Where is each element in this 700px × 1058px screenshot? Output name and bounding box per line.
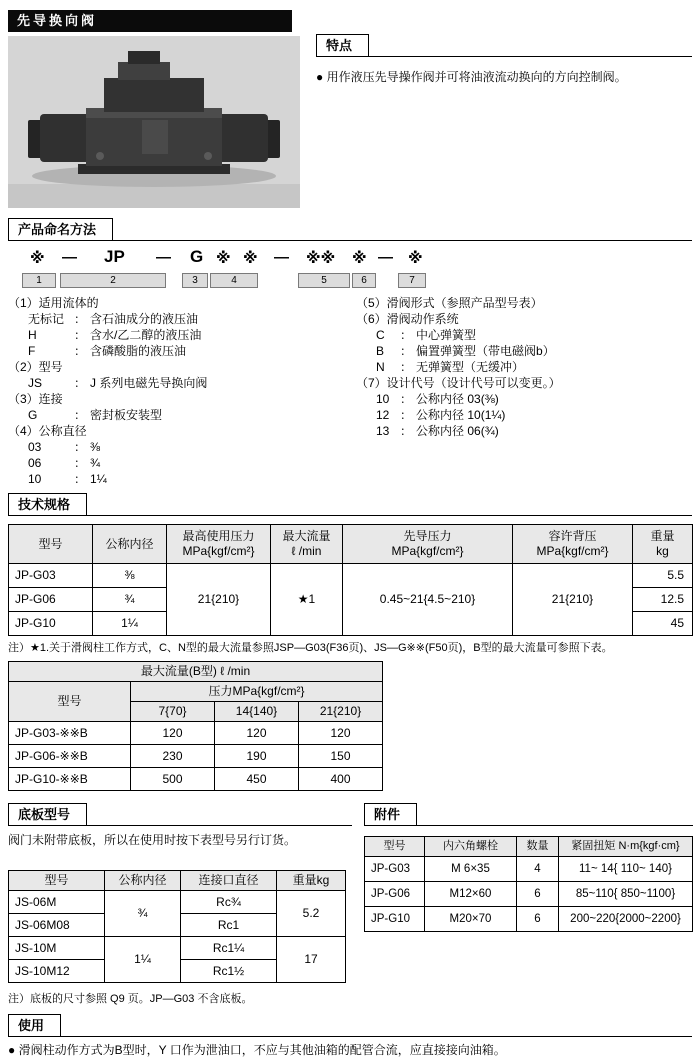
- col-header-weight: [633, 525, 693, 564]
- flow-title-row: [9, 662, 383, 682]
- cell-weight: 17: [277, 937, 346, 983]
- col-header-max-flow: [271, 525, 343, 564]
- legend-value: 偏置弹簧型（带电磁阀b）: [416, 344, 555, 358]
- code-part: JP: [104, 247, 125, 266]
- cell-flow: 450: [215, 768, 299, 791]
- legend-key: N: [376, 360, 385, 374]
- legend-sep: ：: [400, 328, 413, 342]
- legend-sep: ：: [74, 376, 87, 390]
- usage-heading: [8, 1014, 692, 1037]
- code-number-box: 3: [182, 273, 208, 288]
- col-header-model: 型号: [365, 837, 425, 857]
- cell-flow: 230: [131, 745, 215, 768]
- features-section: [316, 34, 692, 208]
- table-row: [9, 937, 346, 960]
- legend-key: C: [376, 328, 385, 342]
- col-header-model: 型号: [9, 682, 131, 722]
- legend-item: [356, 343, 692, 359]
- page-title: 先导换向阀: [8, 10, 292, 32]
- cell-weight: 5.2: [277, 891, 346, 937]
- cell-flow: 190: [215, 745, 299, 768]
- accessories-section: [364, 803, 693, 1006]
- naming-legend: [8, 295, 692, 487]
- baseplate-note: 注）底板的尺寸参照 Q9 页。JP—G03 不含底板。: [8, 993, 253, 1005]
- cell-torque: 11~ 14{ 110~ 140}: [559, 857, 693, 882]
- cell-model: JS-06M08: [9, 914, 105, 937]
- usage-title: 使用: [8, 1014, 61, 1037]
- baseplate-table: [8, 870, 346, 983]
- cell-qty: 6: [517, 907, 559, 932]
- cell-model: JP-G03: [9, 564, 93, 588]
- features-bullet: ● 用作液压先导操作阀并可将油液流动换向的方向控制阀。: [316, 70, 627, 84]
- cell-bore: ⅜: [93, 564, 167, 588]
- legend-value: 中心弹簧型: [416, 328, 477, 342]
- cell-qty: 6: [517, 882, 559, 907]
- flow-pressure-row: [9, 682, 383, 702]
- legend-key: 06: [28, 456, 42, 470]
- code-number-box: 2: [60, 273, 166, 288]
- flow-pressure-title: 压力MPa{kgf/cm²}: [131, 682, 383, 702]
- cell-pilot-pressure: 0.45~21{4.5~210}: [343, 564, 513, 636]
- cell-port: Rc1¼: [181, 937, 277, 960]
- legend-sep: ：: [74, 456, 87, 470]
- legend-value: 含石油成分的液压油: [90, 312, 199, 326]
- accessories-table: [364, 836, 693, 932]
- col-header-torque: 紧固扭矩 N·m{kgf·cm}: [559, 837, 693, 857]
- code-part: ※: [243, 250, 258, 267]
- legend-group-title: （7）设计代号（设计代号可以变更。）: [356, 376, 561, 390]
- legend-value: 公称内径 06(¾): [416, 424, 499, 438]
- legend-sep: ：: [74, 440, 87, 454]
- naming-legend-left: [8, 295, 338, 487]
- cell-bolt: M12×60: [425, 882, 517, 907]
- cell-torque: 85~110{ 850~1100}: [559, 882, 693, 907]
- legend-sep: ：: [74, 312, 87, 326]
- code-part: ※: [352, 250, 367, 267]
- legend-sep: ：: [74, 328, 87, 342]
- cell-port: Rc1½: [181, 960, 277, 983]
- code-part: ※※: [306, 250, 336, 267]
- table-row: [365, 907, 693, 932]
- legend-key: 12: [376, 408, 390, 422]
- legend-sep: ：: [74, 408, 87, 422]
- cell-model: JS-06M: [9, 891, 105, 914]
- tech-heading: [8, 493, 692, 516]
- cell-model: JS-10M12: [9, 960, 105, 983]
- legend-group-title: （5）滑阀形式（参照产品型号表）: [356, 296, 543, 310]
- header-line: 重量: [650, 529, 675, 543]
- legend-group-title: （1）适用流体的: [8, 296, 99, 310]
- baseplate-title: 底板型号: [8, 803, 87, 826]
- cell-port: Rc1: [181, 914, 277, 937]
- legend-key: G: [28, 408, 38, 422]
- legend-sep: ：: [400, 408, 413, 422]
- legend-item: [8, 327, 338, 343]
- legend-value: 公称内径 10(1¼): [416, 408, 506, 422]
- legend-sep: ：: [400, 360, 413, 374]
- cell-model: JS-10M: [9, 937, 105, 960]
- cell-qty: 4: [517, 857, 559, 882]
- legend-value: J 系列电磁先导换向阀: [90, 376, 208, 390]
- tech-spec-section: [8, 493, 692, 791]
- legend-key: H: [28, 328, 37, 342]
- legend-value: 密封板安装型: [90, 408, 163, 422]
- code-number-box: 4: [210, 273, 258, 288]
- code-number-box: 1: [22, 273, 56, 288]
- col-header-pressure: 21{210}: [299, 702, 383, 722]
- naming-section: [8, 218, 692, 487]
- header-line: 先导压力: [403, 529, 452, 543]
- legend-value: ⅜: [90, 440, 101, 454]
- legend-item: [356, 391, 692, 407]
- legend-key: 03: [28, 440, 42, 454]
- usage-section: [8, 1014, 692, 1058]
- code-part: ※: [216, 250, 231, 267]
- table-row: [9, 564, 693, 588]
- legend-item: [8, 407, 338, 423]
- max-flow-table: [8, 661, 383, 791]
- col-header-back-pressure: [513, 525, 633, 564]
- code-number-box: 5: [298, 273, 350, 288]
- legend-item: [356, 327, 692, 343]
- col-header-model: 型号: [9, 871, 105, 891]
- legend-group-title: （6）滑阀动作系统: [356, 312, 459, 326]
- legend-value: 1¼: [90, 472, 107, 486]
- cell-bolt: M 6×35: [425, 857, 517, 882]
- features-title: 特点: [316, 34, 369, 57]
- legend-key: 10: [376, 392, 390, 406]
- code-part: ※: [30, 250, 45, 267]
- code-part: G: [190, 247, 204, 266]
- legend-item: [8, 471, 338, 487]
- cell-model: JP-G03: [365, 857, 425, 882]
- table-row: [9, 891, 346, 914]
- header-line: 容许背压: [548, 529, 597, 543]
- legend-value: 无弹簧型（无缓冲）: [416, 360, 525, 374]
- tech-header-row: [9, 525, 693, 564]
- cell-torque: 200~220{2000~2200}: [559, 907, 693, 932]
- cell-max-pressure: 21{210}: [167, 564, 271, 636]
- code-dash: —: [156, 249, 171, 266]
- legend-group-title: （3）连接: [8, 392, 63, 406]
- code-dash: —: [62, 249, 77, 266]
- cell-model: JP-G06: [9, 588, 93, 612]
- flow-table-title: 最大流量(B型) ℓ /min: [9, 662, 383, 682]
- accessories-header-row: [365, 837, 693, 857]
- cell-bore: ¾: [93, 588, 167, 612]
- tech-spec-table: [8, 524, 693, 636]
- cell-flow: 120: [215, 722, 299, 745]
- cell-flow: 150: [299, 745, 383, 768]
- code-part: ※: [408, 250, 423, 267]
- cell-model: JP-G10: [365, 907, 425, 932]
- col-header-bore: 公称内径: [105, 871, 181, 891]
- header-line: ℓ /min: [291, 544, 322, 558]
- cell-flow: 400: [299, 768, 383, 791]
- cell-bore: 1¼: [93, 612, 167, 636]
- cell-model: JP-G03-※※B: [9, 722, 131, 745]
- legend-value: 含磷酸脂的液压油: [90, 344, 187, 358]
- legend-item: [356, 359, 692, 375]
- cell-bore: 1¼: [105, 937, 181, 983]
- legend-sep: ：: [74, 472, 87, 486]
- table-row: [9, 745, 383, 768]
- code-dash: —: [378, 249, 393, 266]
- table-row: [9, 722, 383, 745]
- baseplate-heading: [8, 803, 352, 826]
- legend-group-title: （2）型号: [8, 360, 63, 374]
- naming-heading: [8, 218, 692, 241]
- cell-bolt: M20×70: [425, 907, 517, 932]
- code-number-box: 6: [352, 273, 376, 288]
- legend-item: [8, 455, 338, 471]
- cell-port: Rc¾: [181, 891, 277, 914]
- cell-flow: 500: [131, 768, 215, 791]
- col-header-bore: 公称内径: [93, 525, 167, 564]
- usage-bullet: ● 滑阀柱动作方式为B型时，Y 口作为泄油口，不应与其他油箱的配管合流，应直接接向油箱。: [8, 1043, 506, 1057]
- cell-weight: 12.5: [633, 588, 693, 612]
- code-number-box: 7: [398, 273, 426, 288]
- baseplate-section: [8, 803, 352, 1006]
- header-line: 最高使用压力: [182, 529, 255, 543]
- col-header-port: 连接口直径: [181, 871, 277, 891]
- col-header-max-pressure: [167, 525, 271, 564]
- legend-item: [356, 407, 692, 423]
- legend-key: 13: [376, 424, 390, 438]
- col-header-model: 型号: [9, 525, 93, 564]
- header-line: kg: [656, 544, 669, 558]
- cell-model: JP-G06-※※B: [9, 745, 131, 768]
- legend-key: 无标记: [28, 312, 65, 326]
- legend-key: B: [376, 344, 385, 358]
- model-code: [8, 247, 692, 271]
- cell-flow: 120: [299, 722, 383, 745]
- legend-item: [8, 375, 338, 391]
- cell-model: JP-G06: [365, 882, 425, 907]
- tech-footnote: 注）★1.关于滑阀柱工作方式，C、N型的最大流量参照JSP—G03(F36页)、JS—G※※(F50页)，B型的最大流量可参照下表。: [8, 642, 613, 654]
- cell-model: JP-G10-※※B: [9, 768, 131, 791]
- legend-item: [8, 311, 338, 327]
- baseplate-intro: 阀门未附带底板，所以在使用时按下表型号另行订货。: [8, 833, 297, 847]
- header-line: 最大流量: [282, 529, 331, 543]
- legend-key: JS: [28, 376, 43, 390]
- table-row: [365, 882, 693, 907]
- cell-model: JP-G10: [9, 612, 93, 636]
- legend-key: F: [28, 344, 36, 358]
- legend-value: 公称内径 03(⅜): [416, 392, 499, 406]
- features-heading: [316, 34, 692, 57]
- code-dash: —: [274, 249, 289, 266]
- legend-value: 含水/乙二醇的液压油: [90, 328, 202, 342]
- naming-legend-right: [356, 295, 692, 487]
- header-line: MPa{kgf/cm²}: [182, 544, 255, 558]
- top-row: [8, 10, 692, 208]
- legend-sep: ：: [74, 344, 87, 358]
- table-row: [365, 857, 693, 882]
- col-header-bolt: 内六角螺栓: [425, 837, 517, 857]
- legend-group-title: （4）公称直径: [8, 424, 87, 438]
- naming-title: 产品命名方法: [8, 218, 113, 241]
- col-header-pressure: 14{140}: [215, 702, 299, 722]
- accessories-title: 附件: [364, 803, 417, 826]
- col-header-pilot-pressure: [343, 525, 513, 564]
- cell-back-pressure: 21{210}: [513, 564, 633, 636]
- legend-sep: ：: [400, 424, 413, 438]
- col-header-qty: 数量: [517, 837, 559, 857]
- cell-weight: 5.5: [633, 564, 693, 588]
- legend-sep: ：: [400, 392, 413, 406]
- col-header-pressure: 7{70}: [131, 702, 215, 722]
- cell-max-flow: ★1: [271, 564, 343, 636]
- header-line: MPa{kgf/cm²}: [536, 544, 609, 558]
- cell-weight: 45: [633, 612, 693, 636]
- tech-title: 技术规格: [8, 493, 87, 516]
- cell-bore: ¾: [105, 891, 181, 937]
- legend-value: ¾: [90, 456, 101, 470]
- accessories-heading: [364, 803, 693, 826]
- table-row: [9, 768, 383, 791]
- col-header-weight: 重量kg: [277, 871, 346, 891]
- valve-photo: [8, 36, 300, 208]
- photo-column: [8, 10, 300, 208]
- legend-item: [8, 439, 338, 455]
- baseplate-header-row: [9, 871, 346, 891]
- bottom-row: [8, 803, 692, 1006]
- header-line: MPa{kgf/cm²}: [391, 544, 464, 558]
- legend-sep: ：: [400, 344, 413, 358]
- code-number-row: [8, 273, 692, 289]
- legend-item: [356, 423, 692, 439]
- cell-flow: 120: [131, 722, 215, 745]
- valve-photo-image: [8, 36, 300, 208]
- legend-item: [8, 343, 338, 359]
- legend-key: 10: [28, 472, 42, 486]
